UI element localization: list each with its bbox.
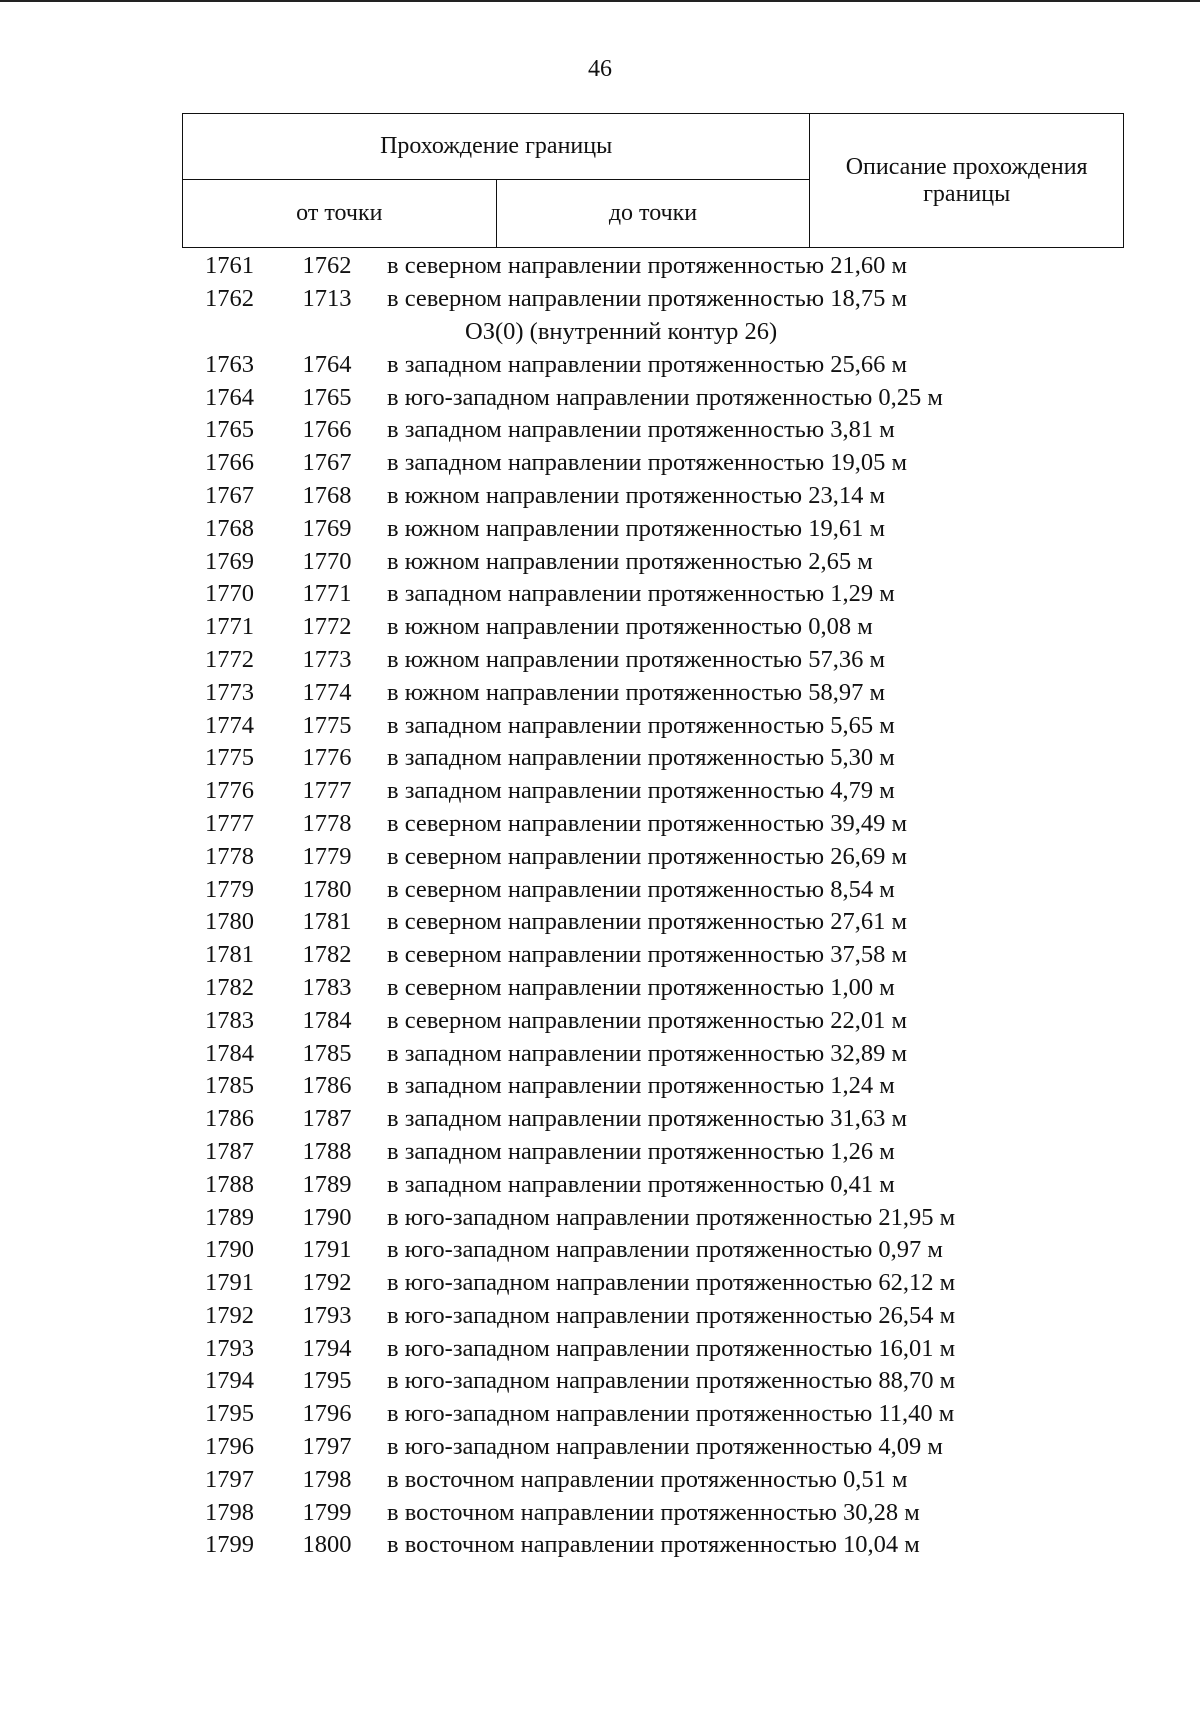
- table-row: [182, 545, 1124, 578]
- to-point-cell: 1791: [302, 1236, 352, 1264]
- description-cell: в западном направлении протяженностью 32,89 м: [387, 1039, 908, 1067]
- from-point-cell: 1783: [205, 1006, 254, 1034]
- to-point-cell: 1779: [302, 842, 352, 870]
- table-row: [182, 1070, 1124, 1103]
- to-point-cell: 1778: [302, 809, 352, 837]
- table-row: [182, 1136, 1124, 1169]
- page-number: 46: [588, 56, 612, 82]
- from-point-cell: 1772: [205, 645, 254, 673]
- description-cell: в северном направлении протяженностью 1,00 м: [387, 973, 895, 1001]
- section-heading: ОЗ(0) (внутренний контур 26): [465, 317, 778, 345]
- from-point-cell: 1766: [205, 449, 254, 477]
- to-point-cell: 1713: [302, 285, 352, 313]
- description-cell: в западном направлении протяженностью 31,63 м: [387, 1105, 908, 1133]
- table-row: [182, 1332, 1124, 1365]
- from-point-cell: 1781: [205, 941, 254, 969]
- description-cell: в южном направлении протяженностью 57,36 м: [387, 645, 885, 673]
- from-point-cell: 1775: [205, 744, 254, 772]
- description-cell: в северном направлении протяженностью 27,61 м: [387, 908, 907, 936]
- table-row: [182, 906, 1124, 939]
- table-row: [182, 283, 1124, 316]
- to-point-cell: 1769: [302, 514, 352, 542]
- from-point-cell: 1789: [205, 1203, 254, 1231]
- from-point-cell: 1797: [205, 1465, 254, 1493]
- from-point-cell: 1763: [205, 350, 254, 378]
- to-point-cell: 1770: [302, 547, 352, 575]
- from-point-cell: 1770: [205, 580, 254, 608]
- from-point-cell: 1767: [205, 481, 254, 509]
- from-point-cell: 1798: [205, 1498, 254, 1526]
- to-point-cell: 1783: [302, 973, 352, 1001]
- table-row: [182, 512, 1124, 545]
- table-row: [182, 1431, 1124, 1464]
- to-point-cell: 1800: [302, 1531, 352, 1559]
- to-point-cell: 1790: [302, 1203, 352, 1231]
- from-point-cell: 1788: [205, 1170, 254, 1198]
- description-cell: в западном направлении протяженностью 4,79 м: [387, 777, 895, 805]
- description-cell: в юго-западном направлении протяженностью 21,95 м: [387, 1203, 956, 1231]
- description-cell: в северном направлении протяженностью 18,75 м: [387, 285, 907, 313]
- description-cell: в восточном направлении протяженностью 0,51 м: [387, 1465, 908, 1493]
- to-point-cell: 1788: [302, 1137, 352, 1165]
- description-cell: в северном направлении протяженностью 39,49 м: [387, 809, 907, 837]
- from-point-cell: 1771: [205, 613, 254, 641]
- from-point-cell: 1761: [205, 252, 254, 280]
- from-point-cell: 1769: [205, 547, 254, 575]
- description-cell: в южном направлении протяженностью 2,65 м: [387, 547, 873, 575]
- table-row: [182, 775, 1124, 808]
- to-point-cell: 1772: [302, 613, 352, 641]
- description-cell: в северном направлении протяженностью 37,58 м: [387, 941, 907, 969]
- to-point-cell: 1786: [302, 1072, 352, 1100]
- table-row: [182, 1496, 1124, 1529]
- description-cell: в юго-западном направлении протяженностью 88,70 м: [387, 1367, 956, 1395]
- from-point-cell: 1785: [205, 1072, 254, 1100]
- from-point-cell: 1786: [205, 1105, 254, 1133]
- table-row: [182, 1234, 1124, 1267]
- description-cell: в южном направлении протяженностью 23,14 м: [387, 481, 885, 509]
- to-point-cell: 1762: [302, 252, 352, 280]
- to-point-cell: 1797: [302, 1433, 352, 1461]
- from-point-cell: 1774: [205, 711, 254, 739]
- table-row: [182, 1529, 1124, 1562]
- description-cell: в южном направлении протяженностью 0,08 м: [387, 613, 873, 641]
- to-point-cell: 1785: [302, 1039, 352, 1067]
- from-point-cell: 1790: [205, 1236, 254, 1264]
- table-row: [182, 480, 1124, 513]
- table-row: [182, 611, 1124, 644]
- table-row: [182, 1463, 1124, 1496]
- to-point-cell: 1799: [302, 1498, 352, 1526]
- description-cell: в южном направлении протяженностью 19,61 м: [387, 514, 885, 542]
- from-point-cell: 1784: [205, 1039, 254, 1067]
- description-cell: в западном направлении протяженностью 19,05 м: [387, 449, 908, 477]
- scan-edge-line: [0, 0, 1200, 2]
- to-point-cell: 1771: [302, 580, 352, 608]
- table-row: [182, 578, 1124, 611]
- description-cell: в западном направлении протяженностью 1,29 м: [387, 580, 895, 608]
- to-point-cell: 1782: [302, 941, 352, 969]
- table-row: [182, 709, 1124, 742]
- table-body: [182, 250, 1124, 1562]
- from-point-cell: 1780: [205, 908, 254, 936]
- table-row: [182, 1004, 1124, 1037]
- to-point-cell: 1792: [302, 1269, 352, 1297]
- description-cell: в юго-западном направлении протяженностью 26,54 м: [387, 1301, 956, 1329]
- to-point-cell: 1793: [302, 1301, 352, 1329]
- table-header: [182, 113, 1124, 248]
- from-point-cell: 1796: [205, 1433, 254, 1461]
- table-row: [182, 381, 1124, 414]
- from-point-cell: 1776: [205, 777, 254, 805]
- to-point-cell: 1795: [302, 1367, 352, 1395]
- table-row: [182, 840, 1124, 873]
- description-cell: в западном направлении протяженностью 25,66 м: [387, 350, 908, 378]
- from-point-cell: 1765: [205, 416, 254, 444]
- description-cell: в западном направлении протяженностью 5,65 м: [387, 711, 895, 739]
- table-row: [182, 972, 1124, 1005]
- to-point-cell: 1765: [302, 383, 352, 411]
- to-point-cell: 1780: [302, 875, 352, 903]
- to-point-cell: 1773: [302, 645, 352, 673]
- table-row: [182, 1398, 1124, 1431]
- table-row: [182, 1365, 1124, 1398]
- description-cell: в юго-западном направлении протяженностью 0,25 м: [387, 383, 943, 411]
- description-cell: в юго-западном направлении протяженностью 4,09 м: [387, 1433, 943, 1461]
- from-point-cell: 1764: [205, 383, 254, 411]
- table-row: [182, 644, 1124, 677]
- to-point-cell: 1768: [302, 481, 352, 509]
- header-from-point: от точки: [183, 180, 497, 248]
- table-row: [182, 742, 1124, 775]
- table-row: [182, 873, 1124, 906]
- to-point-cell: 1764: [302, 350, 352, 378]
- description-cell: в юго-западном направлении протяженностью 11,40 м: [387, 1400, 955, 1428]
- from-point-cell: 1778: [205, 842, 254, 870]
- description-cell: в западном направлении протяженностью 0,41 м: [387, 1170, 895, 1198]
- description-cell: в северном направлении протяженностью 8,54 м: [387, 875, 895, 903]
- table-row: [182, 1168, 1124, 1201]
- table-row: [182, 808, 1124, 841]
- description-cell: в южном направлении протяженностью 58,97 м: [387, 678, 885, 706]
- from-point-cell: 1787: [205, 1137, 254, 1165]
- description-cell: в северном направлении протяженностью 21,60 м: [387, 252, 907, 280]
- description-cell: в юго-западном направлении протяженностью 16,01 м: [387, 1334, 956, 1362]
- to-point-cell: 1774: [302, 678, 352, 706]
- header-passage-group: Прохождение границы: [183, 114, 810, 180]
- description-cell: в западном направлении протяженностью 3,81 м: [387, 416, 895, 444]
- from-point-cell: 1779: [205, 875, 254, 903]
- description-cell: в восточном направлении протяженностью 30,28 м: [387, 1498, 920, 1526]
- description-cell: в восточном направлении протяженностью 10,04 м: [387, 1531, 920, 1559]
- table-row: [182, 1201, 1124, 1234]
- from-point-cell: 1768: [205, 514, 254, 542]
- from-point-cell: 1799: [205, 1531, 254, 1559]
- table-row: [182, 676, 1124, 709]
- description-cell: в северном направлении протяженностью 26,69 м: [387, 842, 907, 870]
- description-cell: в северном направлении протяженностью 22,01 м: [387, 1006, 907, 1034]
- from-point-cell: 1773: [205, 678, 254, 706]
- to-point-cell: 1775: [302, 711, 352, 739]
- table-row: [182, 414, 1124, 447]
- from-point-cell: 1795: [205, 1400, 254, 1428]
- description-cell: в западном направлении протяженностью 5,30 м: [387, 744, 895, 772]
- from-point-cell: 1793: [205, 1334, 254, 1362]
- to-point-cell: 1777: [302, 777, 352, 805]
- from-point-cell: 1762: [205, 285, 254, 313]
- table-row: [182, 1103, 1124, 1136]
- header-description: Описание прохождения границы: [810, 114, 1124, 248]
- table-row: [182, 348, 1124, 381]
- description-cell: в западном направлении протяженностью 1,24 м: [387, 1072, 895, 1100]
- to-point-cell: 1776: [302, 744, 352, 772]
- to-point-cell: 1789: [302, 1170, 352, 1198]
- header-to-point: до точки: [496, 180, 810, 248]
- section-heading-row: [182, 316, 1124, 349]
- from-point-cell: 1792: [205, 1301, 254, 1329]
- from-point-cell: 1777: [205, 809, 254, 837]
- description-cell: в западном направлении протяженностью 1,26 м: [387, 1137, 895, 1165]
- description-cell: в юго-западном направлении протяженностью 0,97 м: [387, 1236, 943, 1264]
- from-point-cell: 1782: [205, 973, 254, 1001]
- table-row: [182, 939, 1124, 972]
- from-point-cell: 1794: [205, 1367, 254, 1395]
- table-row: [182, 447, 1124, 480]
- description-cell: в юго-западном направлении протяженностью 62,12 м: [387, 1269, 956, 1297]
- table-row: [182, 1300, 1124, 1333]
- table-row: [182, 250, 1124, 283]
- to-point-cell: 1787: [302, 1105, 352, 1133]
- table-row: [182, 1267, 1124, 1300]
- to-point-cell: 1798: [302, 1465, 352, 1493]
- to-point-cell: 1781: [302, 908, 352, 936]
- from-point-cell: 1791: [205, 1269, 254, 1297]
- table-row: [182, 1037, 1124, 1070]
- to-point-cell: 1766: [302, 416, 352, 444]
- to-point-cell: 1794: [302, 1334, 352, 1362]
- to-point-cell: 1767: [302, 449, 352, 477]
- to-point-cell: 1796: [302, 1400, 352, 1428]
- to-point-cell: 1784: [302, 1006, 352, 1034]
